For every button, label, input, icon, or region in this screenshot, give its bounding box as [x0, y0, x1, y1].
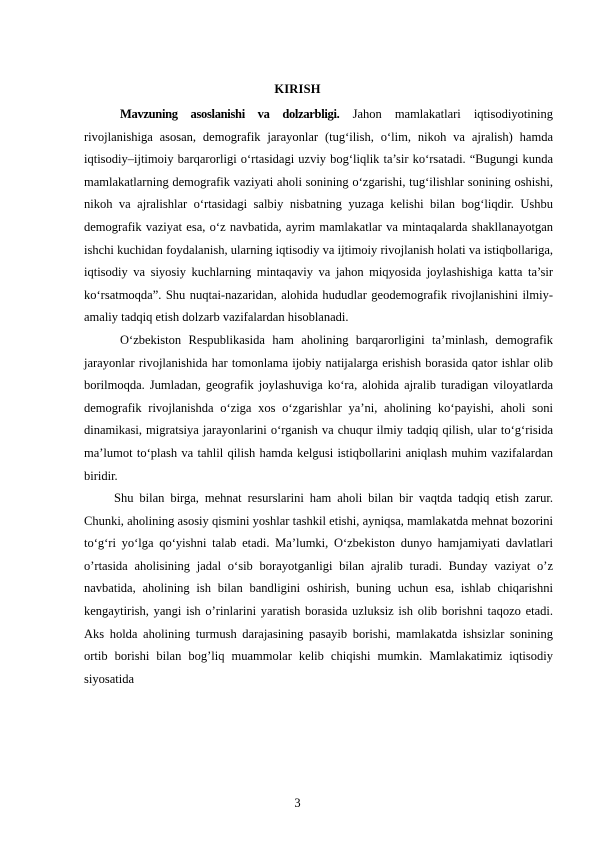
- paragraph-3: Shu bilan birga, mehnat resurslarini ham aholi bilan bir vaqtda tadqiq etish zarur. Chunki, aholining asosiy qismini yoshlar tashkil etishi, ayniqsa, mamlakatda mehnat bozorini to‘g‘ri yo‘lga qo‘yishni talab etadi. Ma’lumki, O‘zbekiston dunyo hamjamiyati davlatlari o’rtasida aholisining jadal o‘sib borayotganligi bilan ajralib turadi. Bunday vaziyat o’z navbatida, aholining ish bilan bandligini oshirish, buning uchun esa, ishlab chiqarishni kengaytirish, yangi ish o’rinlarini yaratish borasida uzluksiz ish olib borishni taqozo etadi. Aks holda aholining turmush darajasining pasayib borishi, mamlakatda ishsizlar sonining ortib borishi bilan bog’liq muammolar kelib chiqishi mumkin. Mamlakatimiz iqtisodiy siyosatida: [84, 491, 553, 686]
- page-number: 3: [294, 796, 301, 810]
- page-title: KIRISH: [274, 82, 321, 96]
- paragraph-2: O‘zbekiston Respublikasida ham aholining barqarorligini ta’minlash, demografik jarayonlar rivojlanishida har tomonlama ijobiy natijalarga erishish borasida qator ishlar olib borilmoqda. Jumladan, geografik joylashuviga ko‘ra, alohida ajralib turadigan viloyatlarda demografik rivojlanishda o‘ziga xos o‘zgarishlar ya’ni, aholining ko‘payishi, aholi soni dinamikasi, migratsiya jarayonlarini o‘rganish va chuqur ilmiy tadqiq qilish, ular to‘g‘risida ma’lumot to‘plash va tahlil qilish hamda kelgusi istiqbollarini aniqlash muhim vazifalardan biridir.: [84, 332, 553, 483]
- paragraph-lead: Mavzuning asoslanishi va dolzarbligi.: [120, 107, 340, 121]
- paragraph-1: [84, 103, 553, 329]
- body-text: [84, 103, 553, 690]
- paragraph-1-text: Jahon mamlakatlari iqtisodiyotining rivojlanishiga asosan, demografik jarayonlar (tug‘ilish, o‘lim, nikoh va ajralish) hamda iqtisodiy–ijtimoiy barqarorligi o‘rtasidagi uzviy bog‘liqlik ta’sir ko‘rsatadi. “Bugungi kunda mamlakatlarning demografik vaziyati aholi sonining o‘zgarishi, tug‘ilishlar sonining oshishi, nikoh va ajralishlar o‘rtasidagi salbiy nisbatning yuzaga kelishi bilan bog‘liqdir. Ushbu demografik vaziyat esa, o‘z navbatida, ayrim mamlakatlar va mintaqalarda shakllanayotgan ishchi kuchidan foydalanish, ularning iqtisodiy va ijtimoiy rivojlanish holati va istiqbollariga, iqtisodiy va siyosiy kuchlarning mintaqaviy va jahon miqyosida joylashishiga katta ta’sir ko‘rsatmoqda”. Shu nuqtai-nazaridan, alohida hududlar geodemografik rivojlanishini ilmiy-amaliy tadqiq etish dolzarb vazifalardan hisoblanadi.: [84, 107, 554, 325]
